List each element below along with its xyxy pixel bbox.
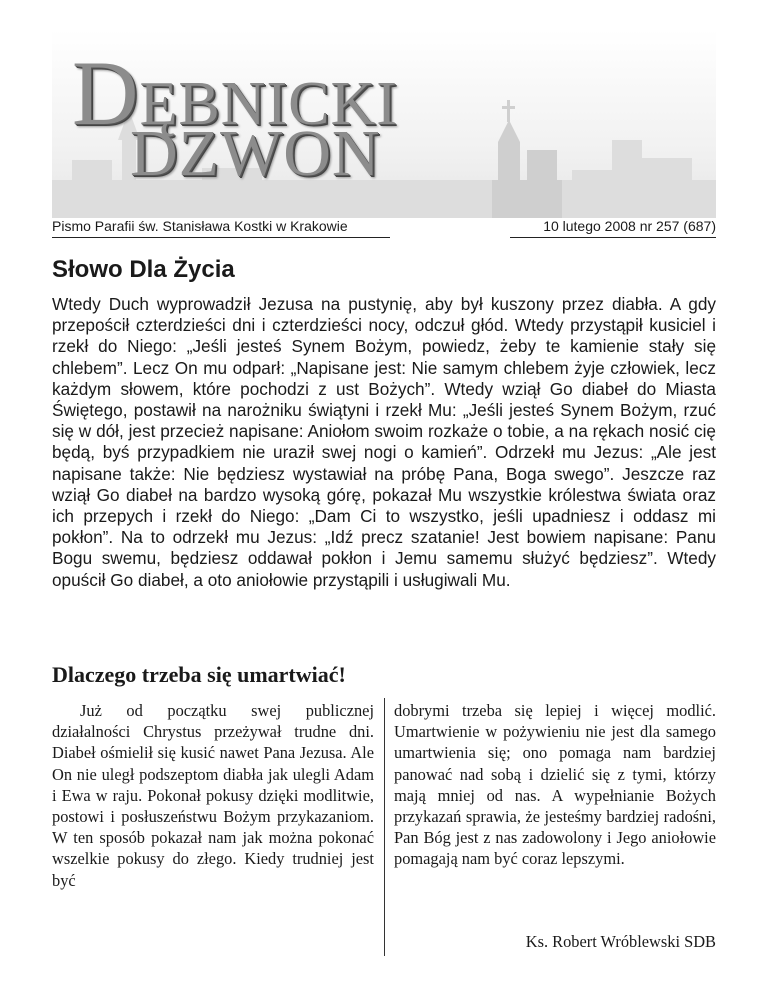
- masthead: [52, 30, 716, 218]
- issue-date: 10 lutego 2008 nr 257 (687): [510, 218, 716, 238]
- subheader: [52, 218, 716, 238]
- gospel-text: Wtedy Duch wyprowadził Jezusa na pustynię, aby był kuszony przez diabła. A gdy przepościł czterdzieści dni i czterdzieści nocy, odczuł głód. Wtedy przystąpił kusiciel i rzekł do Niego: „Jeśli jesteś Synem Bożym, powiedz, żeby te kamienie stały się chlebem”. Lecz On mu odparł: „Napisane jest: Nie samym chlebem żyje człowiek, lecz każdym słowem, które pochodzi z ust Bożych”. Wtedy wziął Go diabeł do Miasta Świętego, postawił na narożniku świątyni i rzekł Mu: „Jeśli jesteś Synem Bożym, rzuć się w dół, jest przecież napisane: Aniołom swoim rozkaże o tobie, a na rękach nosić cię będą, byś przypadkiem nie uraził swej nogi o kamień”. Odrzekł mu Jezus: „Ale jest napisane także: Nie będziesz wystawiał na próbę Pana, Boga swego”. Jeszcze raz wziął Go diabeł na bardzo wysoką górę, pokazał Mu wszystkie królestwa świata oraz ich przepych i rzekł do Niego: „Dam Ci to wszystko, jeśli upadniesz i oddasz mi pokłon”. Na to odrzekł mu Jezus: „Idź precz szatanie! Jest bowiem napisane: Panu Bogu swemu, będziesz oddawał pokłon i Jemu samemu służyć będziesz”. Wtedy opuścił Go diabeł, a oto aniołowie przystąpili i usługiwali Mu.: [52, 294, 716, 590]
- article-column-1: Już od początku swej publicznej działalności Chrystus przeżywał trudne dni. Diabeł ośmielił się kusić nawet Pana Jezusa. Ale On nie uległ podszeptom diabła jak ulegli Adam i Ewa w raju. Pokonał pokusy dzięki modlitwie, postowi i posłuszeństwu Bożym przykazaniom. W ten sposób pokazał nam jak można pokonać wszelkie pokusy do złego. Kiedy trudniej jest być: [52, 701, 374, 890]
- masthead-title-line2: DZWON: [130, 117, 381, 190]
- author-signature: Ks. Robert Wróblewski SDB: [525, 932, 716, 951]
- section-heading-slowo: Słowo Dla Życia: [52, 256, 235, 283]
- column-divider: [384, 698, 385, 956]
- masthead-title-line1: DĘBNICKI: [72, 42, 398, 144]
- article-column-2: dobrymi trzeba się lepiej i więcej modlić. Umartwienie w pożywieniu nie jest dla samego umartwienia się; ono pomaga nam bardziej panować nad sobą i dzielić się z tymi, którzy mają mniej od nas. A wypełnianie Bożych przykazań sprawia, że jesteśmy bardziej radośni, Pan Bóg jest z nas zadowolony i Jego aniołowie pomagają nam być coraz lepszymi.: [394, 701, 716, 869]
- section-heading-umartwiac: Dlaczego trzeba się umartwiać!: [52, 662, 346, 687]
- publisher-label: Pismo Parafii św. Stanisława Kostki w Krakowie: [52, 218, 390, 238]
